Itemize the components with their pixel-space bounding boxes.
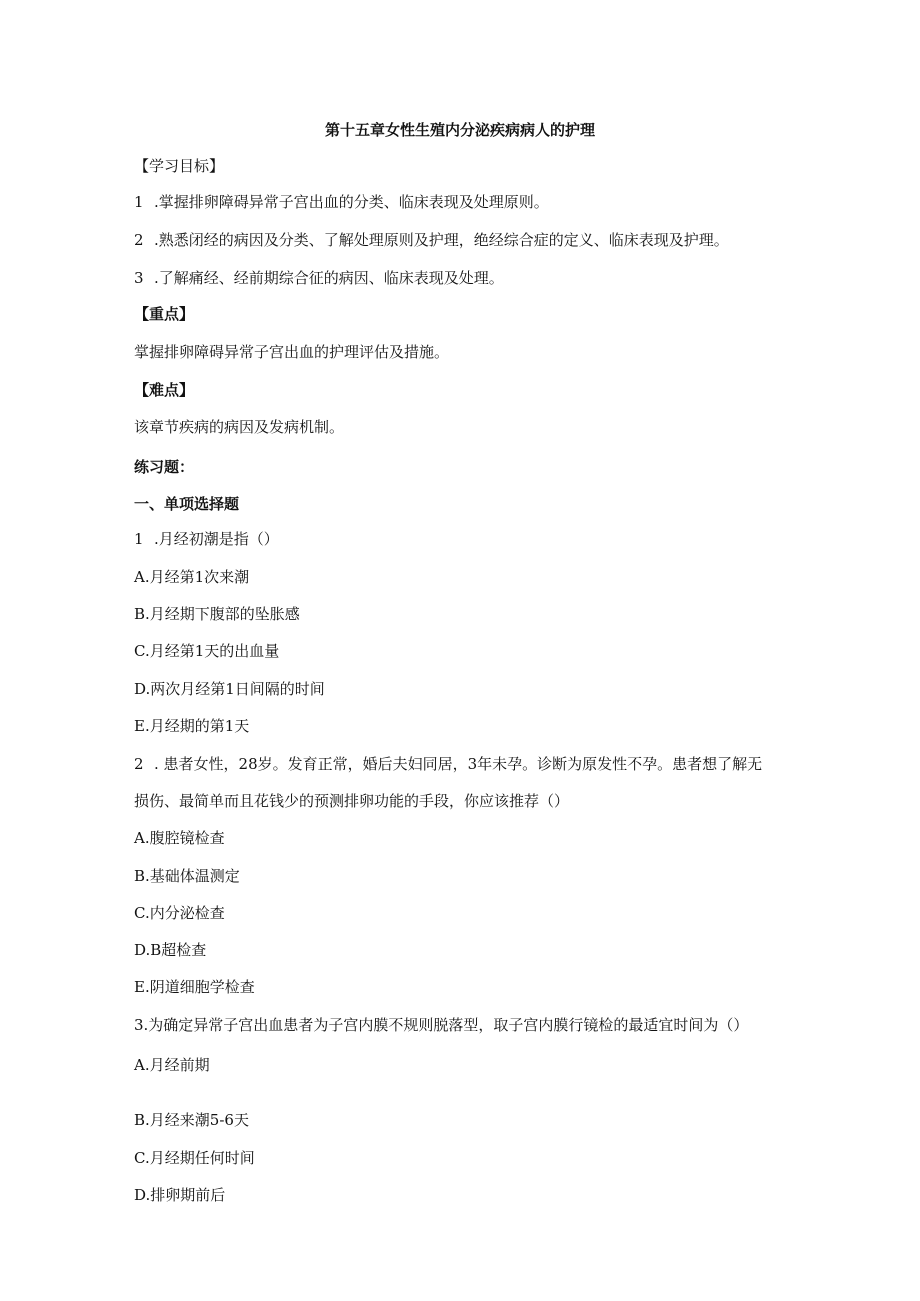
option-item: D.排卵期前后 <box>134 1186 226 1204</box>
question-number: 2 <box>134 755 144 773</box>
question-stem-continued: 损伤、最简单而且花钱少的预测排卵功能的手段，你应该推荐（） <box>134 792 570 810</box>
option-item: B.基础体温测定 <box>134 867 240 885</box>
section-heading: 一、单项选择题 <box>134 495 240 513</box>
objective-item <box>134 268 504 288</box>
question-stem <box>134 754 762 774</box>
objectives-heading: 【学习目标】 <box>134 157 225 175</box>
option-item: C.月经期任何时间 <box>134 1149 255 1167</box>
option-item: D.两次月经第1日间隔的时间 <box>134 680 325 698</box>
objective-number: 2 <box>134 231 144 249</box>
question-number: 1 <box>134 530 144 548</box>
difficult-text: 该章节疾病的病因及发病机制。 <box>134 418 345 436</box>
question-text: .月经初潮是指（） <box>154 530 279 548</box>
question-stem: 3.为确定异常子宫出血患者为子宫内膜不规则脱落型，取子宫内膜行镜检的最适宜时间为（） <box>134 1016 749 1034</box>
option-item: B.月经来潮5-6天 <box>134 1111 249 1129</box>
objective-number: 1 <box>134 193 144 211</box>
option-item: D.B超检查 <box>134 941 207 959</box>
question-stem <box>134 529 279 549</box>
option-item: A.腹腔镜检查 <box>134 829 225 847</box>
objective-text: .了解痛经、经前期综合征的病因、临床表现及处理。 <box>154 269 504 287</box>
option-item: A.月经第1次来潮 <box>134 568 250 586</box>
option-item: E.月经期的第1天 <box>134 717 250 735</box>
option-item: C.内分泌检查 <box>134 904 225 922</box>
question-text: . 患者女性，28岁。发育正常，婚后夫妇同居，3年未孕。诊断为原发性不孕。患者想了解无 <box>154 755 763 773</box>
option-item: A.月经前期 <box>134 1056 210 1074</box>
exercise-heading: 练习题： <box>134 458 195 476</box>
key-heading: 【重点】 <box>134 305 195 323</box>
page-title: 第十五章女性生殖内分泌疾病病人的护理 <box>324 121 595 139</box>
objective-text: .掌握排卵障碍异常子宫出血的分类、临床表现及处理原则。 <box>154 193 549 211</box>
option-item: C.月经第1天的出血量 <box>134 642 280 660</box>
objective-number: 3 <box>134 269 144 287</box>
objective-item <box>134 230 729 250</box>
option-item: B.月经期下腹部的坠胀感 <box>134 605 300 623</box>
option-item: E.阴道细胞学检查 <box>134 978 255 996</box>
objective-text: .熟悉闭经的病因及分类、了解处理原则及护理，绝经综合症的定义、临床表现及护理。 <box>154 231 729 249</box>
difficult-heading: 【难点】 <box>134 381 195 399</box>
objective-item <box>134 192 549 212</box>
key-text: 掌握排卵障碍异常子宫出血的护理评估及措施。 <box>134 343 450 361</box>
